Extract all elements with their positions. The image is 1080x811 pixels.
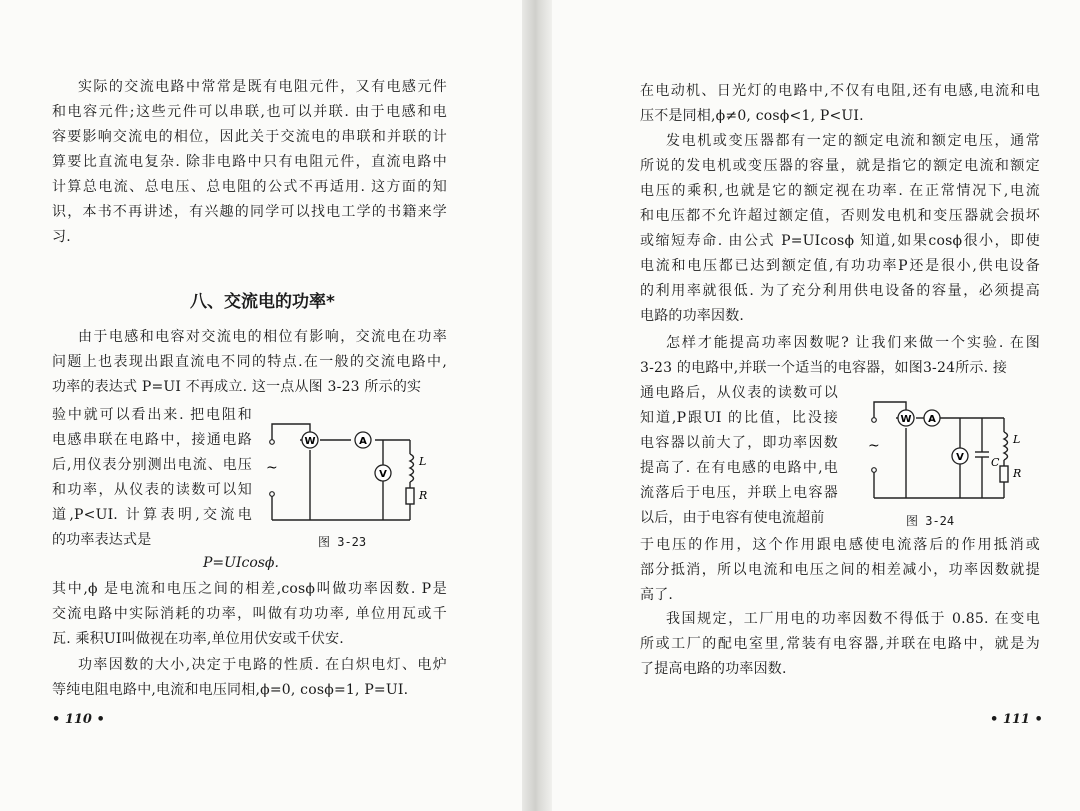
- text-line: 的功率表达式是: [52, 532, 152, 548]
- circuit-figure-3-24: [864, 394, 1064, 506]
- voltmeter-icon: [375, 465, 391, 481]
- svg-text:A: A: [928, 414, 936, 425]
- ac-source-symbol-2: ~: [868, 438, 880, 454]
- text-line: 算要比直流电复杂. 除非电路中只有电阻元件，直流电路中: [52, 154, 447, 170]
- text-line: 功率的表达式 P=UI 不再成立. 这一点从图 3-23 所示的实: [52, 379, 422, 395]
- text-line: 在电动机、日光灯的电路中,不仅有电阻,还有电感,电流和电: [640, 83, 1040, 99]
- text-line: 于电压的作用，这个作用跟电感使电流落后的作用抵消或: [640, 537, 1040, 553]
- text-line: 和电压都不允许超过额定值，否则发电机和变压器就会损坏: [640, 208, 1040, 224]
- text-line: 和电容元件;这些元件可以串联,也可以并联. 由于电感和电: [52, 104, 447, 120]
- text-line: 问题上也表现出跟直流电不同的特点.在一般的交流电路中,: [52, 354, 447, 370]
- text-line: 电容器以前大了，即功率因数: [640, 435, 838, 451]
- text-line: 实际的交流电路中常常是既有电阻元件，又有电感元件: [78, 79, 447, 95]
- text-line: 3-23 的电路中,并联一个适当的电容器，如图3-24所示. 接: [640, 360, 1008, 376]
- text-line: 压不是同相,ϕ≠0, cosϕ<1, P<UI.: [640, 108, 864, 124]
- svg-text:V: V: [956, 452, 964, 463]
- text-line: 习.: [52, 229, 71, 245]
- figure-caption-3-23: 图 3-23: [318, 535, 367, 549]
- left-page: [0, 0, 522, 811]
- section-heading: 八、交流电的功率*: [190, 292, 335, 312]
- book-gutter: [522, 0, 552, 811]
- text-line: 道,P<UI. 计算表明,交流电: [52, 507, 252, 523]
- text-line: 通电路后，从仪表的读数可以: [640, 385, 838, 401]
- wattmeter-icon: [302, 432, 318, 448]
- text-line: 了提高电路的功率因数.: [640, 661, 787, 677]
- circuit-figure-3-23: [262, 418, 442, 530]
- text-line: 其中,ϕ 是电流和电压之间的相差,cosϕ叫做功率因数. P是: [52, 581, 447, 597]
- text-line: 电路的功率因数.: [640, 308, 745, 324]
- text-line: 怎样才能提高功率因数呢? 让我们来做一个实验. 在图: [666, 335, 1040, 351]
- text-line: 流落后于电压，并联上电容器: [640, 485, 838, 501]
- text-line: 的利用率就很低. 为了充分利用供电设备的容量，必须提高: [640, 283, 1040, 299]
- text-line: 电压的乘积,也就是它的额定视在功率. 在正常情况下,电流: [640, 183, 1040, 199]
- text-line: 由于电感和电容对交流电的相位有影响，交流电在功率: [78, 329, 447, 345]
- text-line: 我国规定，工厂用电的功率因数不得低于 0.85. 在变电: [666, 611, 1040, 627]
- text-line: 等纯电阻电路中,电流和电压同相,ϕ=0, cosϕ=1, P=UI.: [52, 682, 409, 698]
- resistor-label-2: R: [1013, 467, 1022, 480]
- ammeter-icon-2: [924, 410, 940, 426]
- resistor-label: R: [419, 489, 428, 502]
- svg-text:V: V: [379, 469, 387, 480]
- text-line: 部分抵消，所以电流和电压之间的相差减小，功率因数就提: [640, 562, 1040, 578]
- capacitor-label: C: [991, 456, 1000, 469]
- voltmeter-icon-2: [952, 448, 968, 464]
- svg-text:A: A: [359, 436, 367, 447]
- text-line: 交流电路中实际消耗的功率，叫做有功功率, 单位用瓦或千: [52, 606, 447, 622]
- power-formula: P=UIcosϕ.: [203, 555, 279, 571]
- svg-text:W: W: [304, 436, 316, 447]
- svg-text:W: W: [900, 414, 912, 425]
- text-line: 计算总电流、总电压、总电阻的公式不再适用. 这方面的知: [52, 179, 447, 195]
- text-line: 瓦. 乘积UI叫做视在功率,单位用伏安或千伏安.: [52, 631, 344, 647]
- ammeter-icon: [355, 432, 371, 448]
- text-line: 功率因数的大小,决定于电路的性质. 在白炽电灯、电炉: [78, 657, 447, 673]
- text-line: 提高了. 在有电感的电路中,电: [640, 460, 838, 476]
- page-number-left: • 110 •: [52, 712, 105, 727]
- right-page: [552, 0, 1080, 811]
- text-line: 发电机或变压器都有一定的额定电流和额定电压，通常: [666, 133, 1040, 149]
- text-line: 后,用仪表分别测出电流、电压: [52, 457, 252, 473]
- inductor-label-2: L: [1013, 433, 1021, 446]
- text-line: 识，本书不再讲述，有兴趣的同学可以找电工学的书籍来学: [52, 204, 447, 220]
- text-line: 和功率，从仪表的读数可以知: [52, 482, 252, 498]
- figure-caption-3-24: 图 3-24: [906, 514, 955, 528]
- text-line: 容要影响交流电的相位，因此关于交流电的串联和并联的计: [52, 129, 447, 145]
- text-line: 或缩短寿命. 由公式 P=UIcosϕ 知道,如果cosϕ很小，即使: [640, 233, 1040, 249]
- text-line: 高了.: [640, 587, 674, 603]
- text-line: 电感串联在电路中，接通电路: [52, 432, 252, 448]
- ac-source-symbol: ~: [266, 460, 278, 476]
- text-line: 电流和电压都已达到额定值,有功功率P还是很小,供电设备: [640, 258, 1040, 274]
- text-line: 验中就可以看出来. 把电阻和: [52, 407, 252, 423]
- text-line: 以后，由于电容有使电流超前: [640, 510, 825, 526]
- text-line: 知道,P跟UI 的比值，比没接: [640, 410, 838, 426]
- inductor-label: L: [419, 455, 427, 468]
- text-line: 所说的发电机或变压器的容量，就是指它的额定电流和额定: [640, 158, 1040, 174]
- text-line: 所或工厂的配电室里,常装有电容器,并联在电路中，就是为: [640, 636, 1040, 652]
- page-number-right: • 111 •: [990, 712, 1043, 727]
- wattmeter-icon-2: [898, 410, 914, 426]
